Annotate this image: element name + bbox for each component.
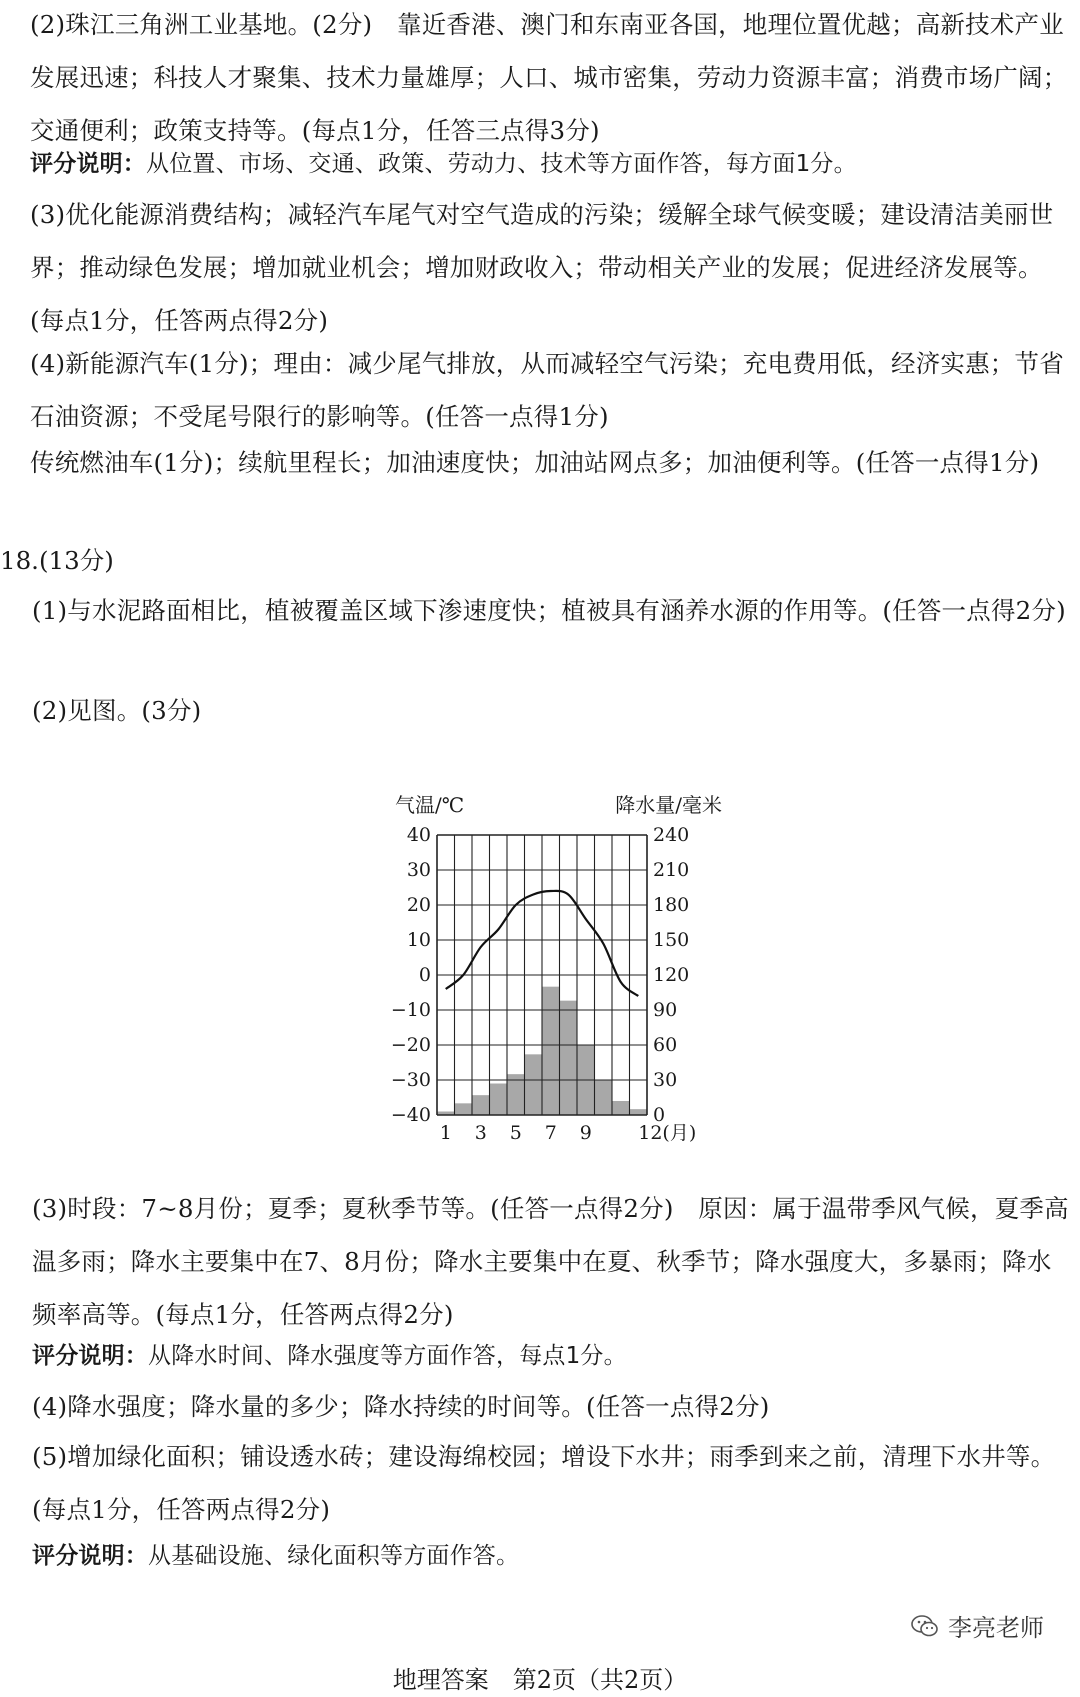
question-18-heading: 18.(13分) <box>0 546 114 575</box>
precip-bar <box>612 1101 629 1115</box>
right-tick-label: 150 <box>653 929 690 951</box>
left-tick-label: 40 <box>406 824 431 846</box>
x-tick-label: 7 <box>544 1122 557 1144</box>
watermark <box>910 1608 1044 1643</box>
right-tick-label: 60 <box>653 1034 678 1056</box>
right-tick-label: 30 <box>653 1069 678 1091</box>
precip-bar <box>455 1103 472 1115</box>
left-axis-title: 气温/℃ <box>395 793 465 817</box>
left-tick-label: 20 <box>406 894 431 916</box>
right-tick-label: 240 <box>653 824 690 846</box>
x-tick-label: 3 <box>474 1122 487 1144</box>
answer-17-3: (3)优化能源消费结构；减轻汽车尾气对空气造成的污染；缓解全球气候变暖；建设清洁美丽世界；推动绿色发展；增加就业机会；增加财政收入；带动相关产业的发展；促进经济发展等。(每点1分，任答两点得2分) <box>30 200 1054 335</box>
answer-18-5: (5)增加绿化面积；铺设透水砖；建设海绵校园；增设下水井；雨季到来之前，清理下水井等。(每点1分，任答两点得2分) <box>32 1442 1056 1524</box>
right-tick-label: 210 <box>653 859 690 881</box>
precip-bar <box>490 1084 507 1116</box>
right-tick-label: 180 <box>653 894 690 916</box>
left-tick-label: −20 <box>390 1034 431 1056</box>
plot-area <box>437 835 647 1115</box>
precip-bar <box>560 1001 577 1115</box>
scoring-note-text: 从位置、市场、交通、政策、劳动力、技术等方面作答，每方面1分。 <box>146 151 857 177</box>
wechat-icon <box>910 1611 940 1641</box>
precip-bar <box>542 987 559 1115</box>
scoring-note-3 <box>32 1530 1070 1583</box>
scoring-note-label: 评分说明： <box>32 1343 148 1369</box>
x-tick-label: 1 <box>439 1122 452 1144</box>
x-tick-label: 5 <box>509 1122 522 1144</box>
answer-18-1: (1)与水泥路面相比，植被覆盖区域下渗速度快；植被具有涵养水源的作用等。(任答一点得2分) <box>32 596 1066 625</box>
right-tick-label: 120 <box>653 964 690 986</box>
left-tick-label: 0 <box>418 964 431 986</box>
page-footer: 地理答案 第2页（共2页） <box>392 1666 688 1694</box>
answer-17-4b: 传统燃油车(1分)；续航里程长；加油速度快；加油站网点多；加油便利等。(任答一点得1分) <box>30 448 1040 477</box>
scoring-note-label: 评分说明： <box>32 1543 148 1569</box>
precip-bar <box>472 1095 489 1115</box>
answer-17-4a: (4)新能源汽车(1分)；理由：减少尾气排放，从而减轻空气污染；充电费用低，经济实惠；节省石油资源；不受尾号限行的影响等。(任答一点得1分) <box>30 349 1064 431</box>
left-tick-label: −30 <box>390 1069 431 1091</box>
answer-18-2: (2)见图。(3分) <box>32 696 202 725</box>
answer-17-2: (2)珠江三角洲工业基地。(2分) 靠近香港、澳门和东南亚各国，地理位置优越；高新技术产业发展迅速；科技人才聚集、技术力量雄厚；人口、城市密集，劳动力资源丰富；消费市场广阔；交通便利；政策支持等。(每点1分，任答三点得3分) <box>30 10 1068 145</box>
scoring-note-1 <box>30 138 1070 191</box>
right-tick-label: 0 <box>653 1104 666 1126</box>
x-tick-label: 9 <box>579 1122 592 1144</box>
scoring-note-text: 从降水时间、降水强度等方面作答，每点1分。 <box>148 1343 627 1369</box>
right-axis-title: 降水量/毫米 <box>615 793 722 817</box>
scoring-note-label: 评分说明： <box>30 151 146 177</box>
precip-bar <box>630 1109 647 1115</box>
left-tick-label: 10 <box>406 929 431 951</box>
climate-chart <box>390 790 725 1190</box>
right-tick-label: 90 <box>653 999 678 1021</box>
x-tick-label: 12(月) <box>638 1122 697 1144</box>
left-tick-label: −40 <box>390 1104 431 1126</box>
scoring-note-2 <box>32 1330 1070 1383</box>
answer-18-3: (3)时段：7~8月份；夏季；夏秋季节等。(任答一点得2分) 原因：属于温带季风气候，夏季高温多雨；降水主要集中在7、8月份；降水主要集中在夏、秋季节；降水强度大，多暴雨；降水频率高等。(每点1分，任答两点得2分) <box>32 1194 1069 1329</box>
precip-bar <box>525 1054 542 1115</box>
scoring-note-text: 从基础设施、绿化面积等方面作答。 <box>148 1543 520 1569</box>
left-tick-label: −10 <box>390 999 431 1021</box>
answer-18-4: (4)降水强度；降水量的多少；降水持续的时间等。(任答一点得2分) <box>32 1392 770 1421</box>
precip-bar <box>595 1080 612 1115</box>
left-tick-label: 30 <box>406 859 431 881</box>
watermark-text: 李亮老师 <box>948 1614 1044 1642</box>
